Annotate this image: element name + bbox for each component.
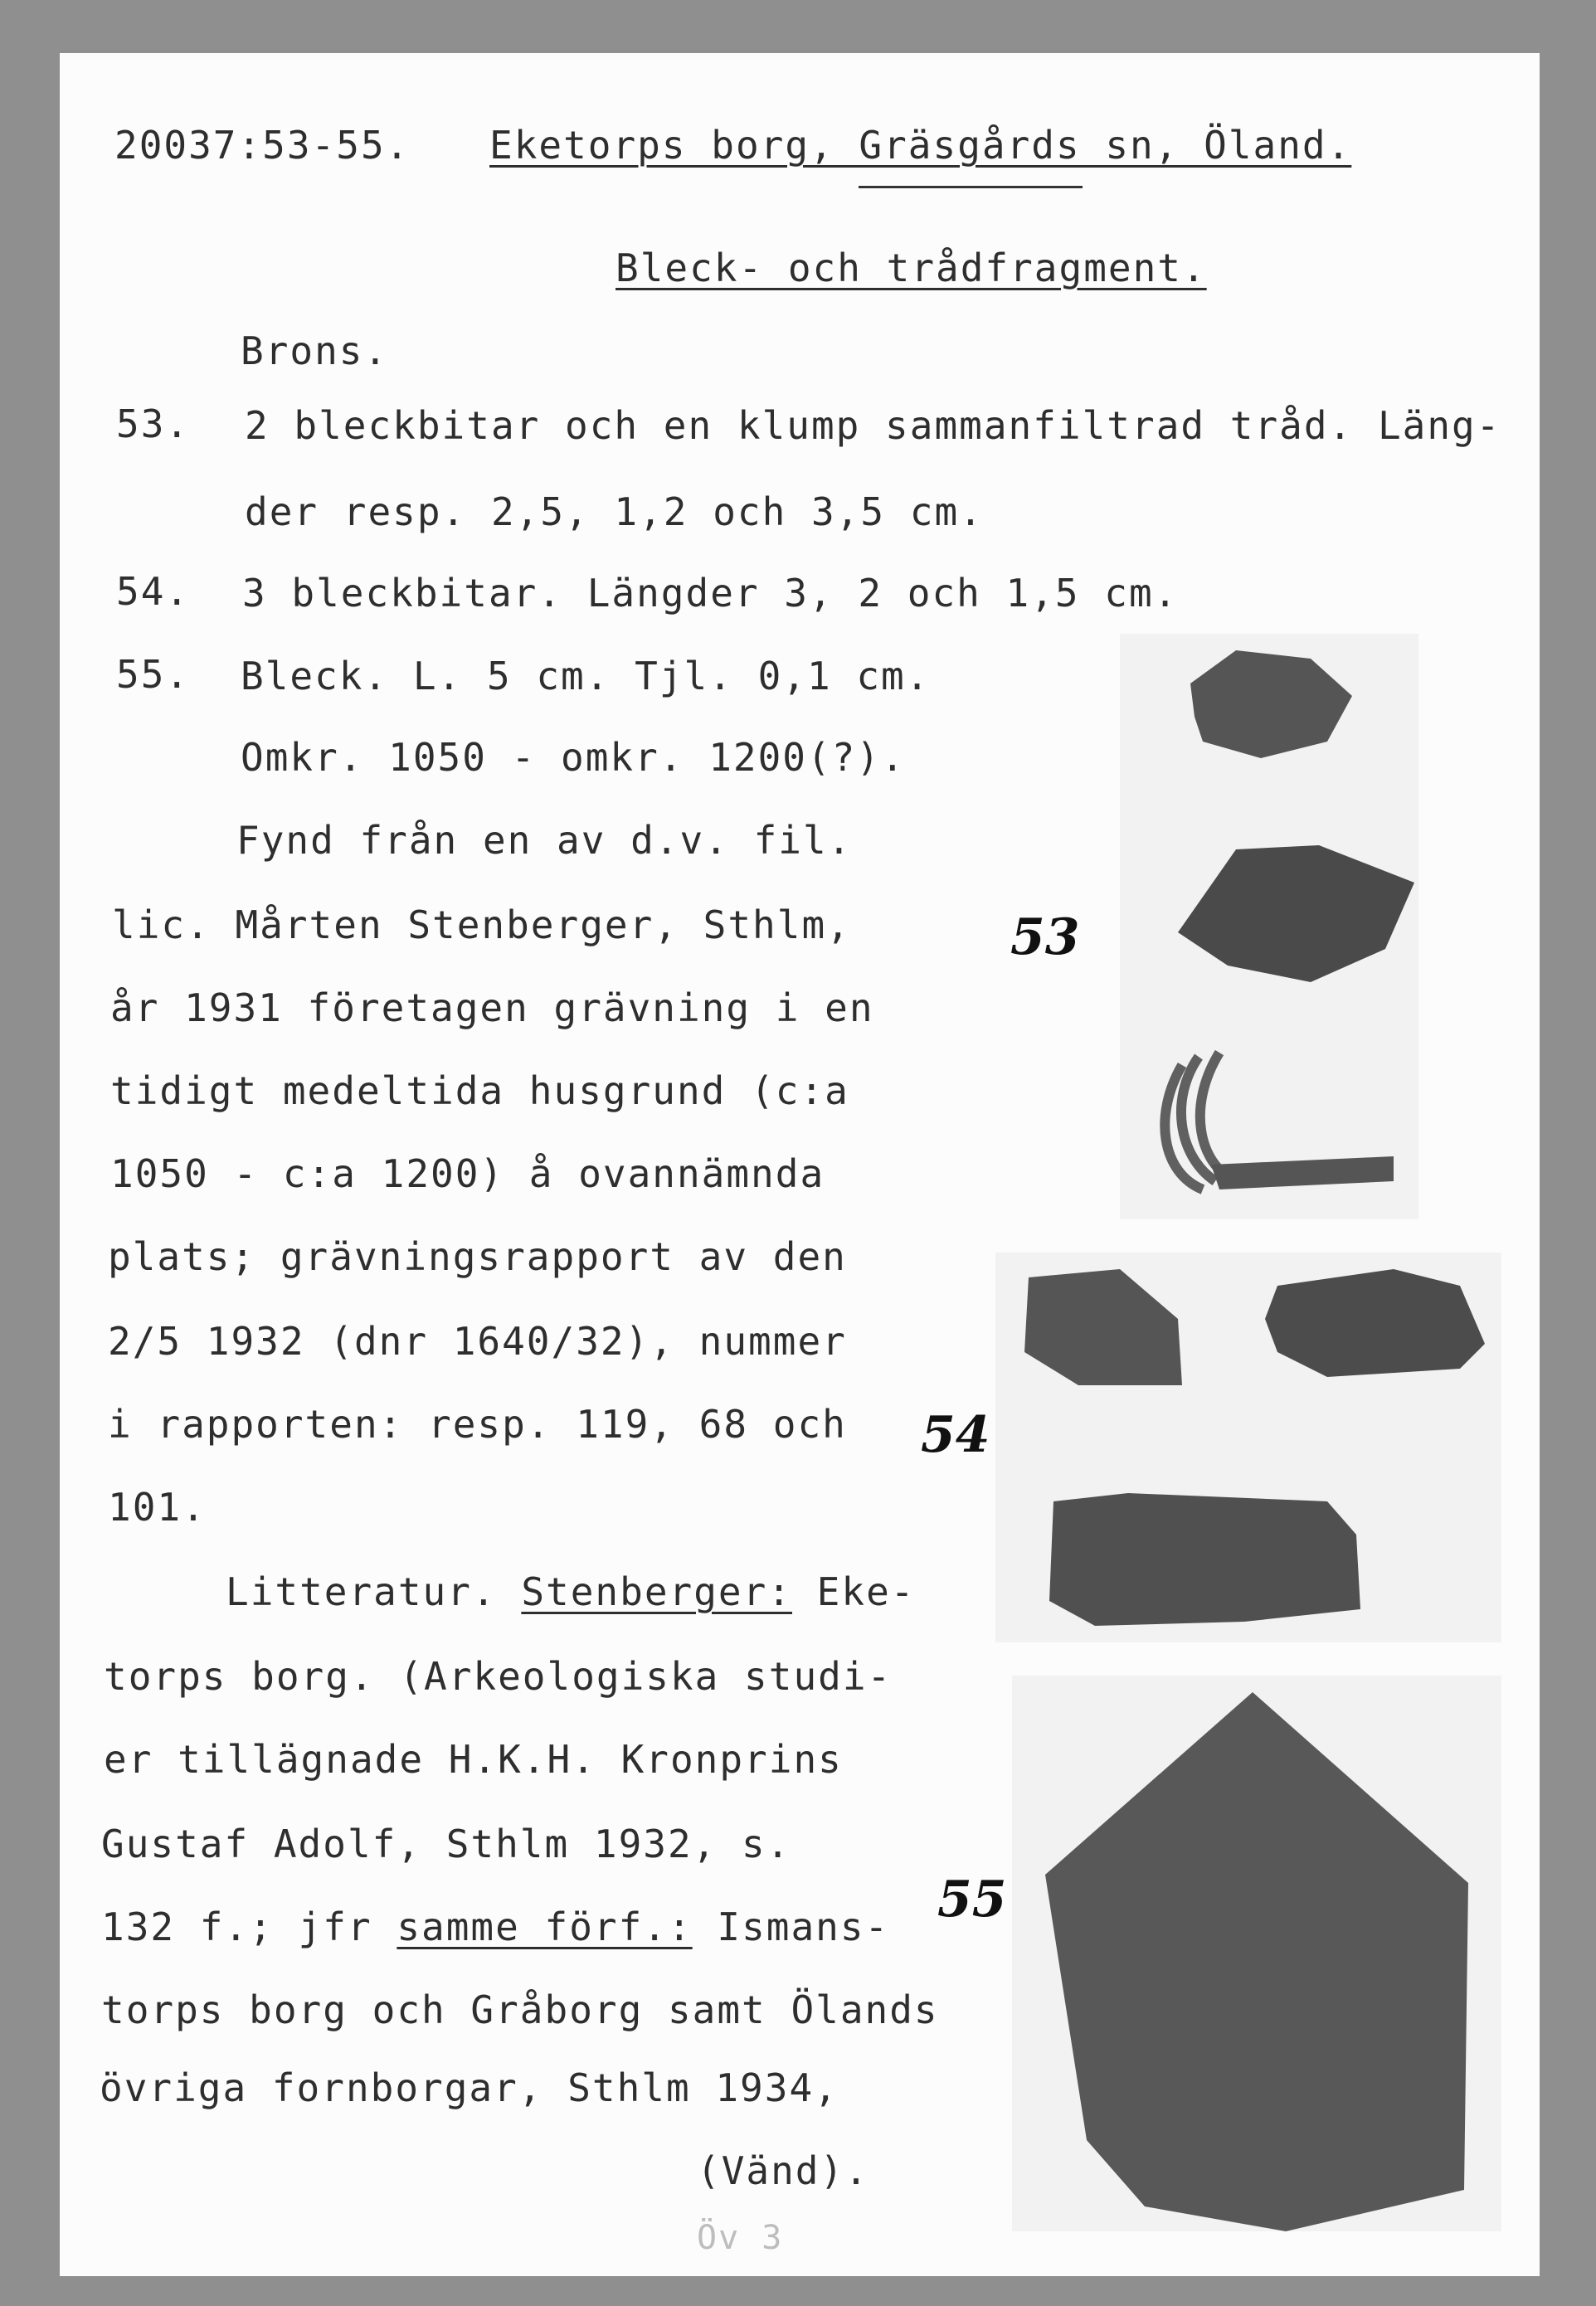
literature-line: er tillägnade H.K.H. Kronprins (104, 1737, 843, 1782)
item-number: 54. (116, 569, 191, 614)
literature-line (226, 1569, 916, 1614)
find-line: tidigt medeltida husgrund (c:a (110, 1068, 849, 1113)
photo-label-53: 53 (1010, 908, 1080, 966)
find-line: Fynd från en av d.v. fil. (236, 818, 853, 863)
literature-text: Eke- (791, 1569, 916, 1614)
find-line: 101. (108, 1485, 207, 1530)
literature-line: torps borg och Gråborg samt Ölands (101, 1987, 939, 2032)
item-number: 53. (116, 401, 191, 446)
find-line: plats; grävningsrapport av den (108, 1234, 847, 1279)
object-title: Bleck- och trådfragment. (616, 246, 1207, 290)
item-number: 55. (116, 652, 191, 697)
literature-author: Stenberger: (521, 1569, 792, 1614)
handwritten-underline (859, 186, 1083, 188)
find-line: år 1931 företagen grävning i en (110, 985, 874, 1030)
material: Brons. (241, 328, 389, 373)
literature-text: 132 f.; jfr (101, 1905, 397, 1949)
literature-same-author: samme förf.: (397, 1905, 693, 1949)
artifact-photo-53 (1120, 634, 1418, 1219)
site-heading: Eketorps borg, Gräsgårds sn, Öland. (489, 123, 1352, 168)
photo-item-53 (1120, 634, 1418, 1219)
turn-over-note: (Vänd). (697, 2148, 869, 2193)
artifact-photo-55 (1012, 1676, 1501, 2231)
item-description: 2 bleckbitar och en klump sammanfiltrad tråd. Läng- (245, 403, 1501, 448)
find-line: 2/5 1932 (dnr 1640/32), nummer (108, 1319, 847, 1364)
catalog-number: 20037:53-55. (114, 123, 411, 168)
find-line: i rapporten: resp. 119, 68 och (108, 1402, 847, 1447)
find-line: lic. Mårten Stenberger, Sthlm, (112, 902, 851, 947)
item-description: der resp. 2,5, 1,2 och 3,5 cm. (245, 489, 984, 534)
photo-label-55: 55 (937, 1871, 1007, 1929)
literature-line: torps borg. (Arkeologiska studi- (104, 1654, 893, 1699)
photo-label-54: 54 (921, 1406, 990, 1464)
literature-line: övriga fornborgar, Sthlm 1934, (100, 2065, 839, 2110)
item-description: Bleck. L. 5 cm. Tjl. 0,1 cm. (241, 654, 931, 698)
photo-item-55 (1012, 1676, 1501, 2231)
literature-line: Gustaf Adolf, Sthlm 1932, s. (101, 1822, 791, 1866)
footer-mark: Öv 3 (697, 2219, 784, 2257)
artifact-photo-54 (995, 1253, 1501, 1642)
item-description: 3 bleckbitar. Längder 3, 2 och 1,5 cm. (242, 571, 1179, 615)
dating: Omkr. 1050 - omkr. 1200(?). (241, 735, 906, 780)
literature-lead: Litteratur. (226, 1569, 497, 1614)
photo-item-54 (995, 1253, 1501, 1642)
literature-text: Ismans- (692, 1905, 890, 1949)
find-line: 1050 - c:a 1200) å ovannämnda (110, 1151, 825, 1196)
literature-line (101, 1905, 890, 1949)
